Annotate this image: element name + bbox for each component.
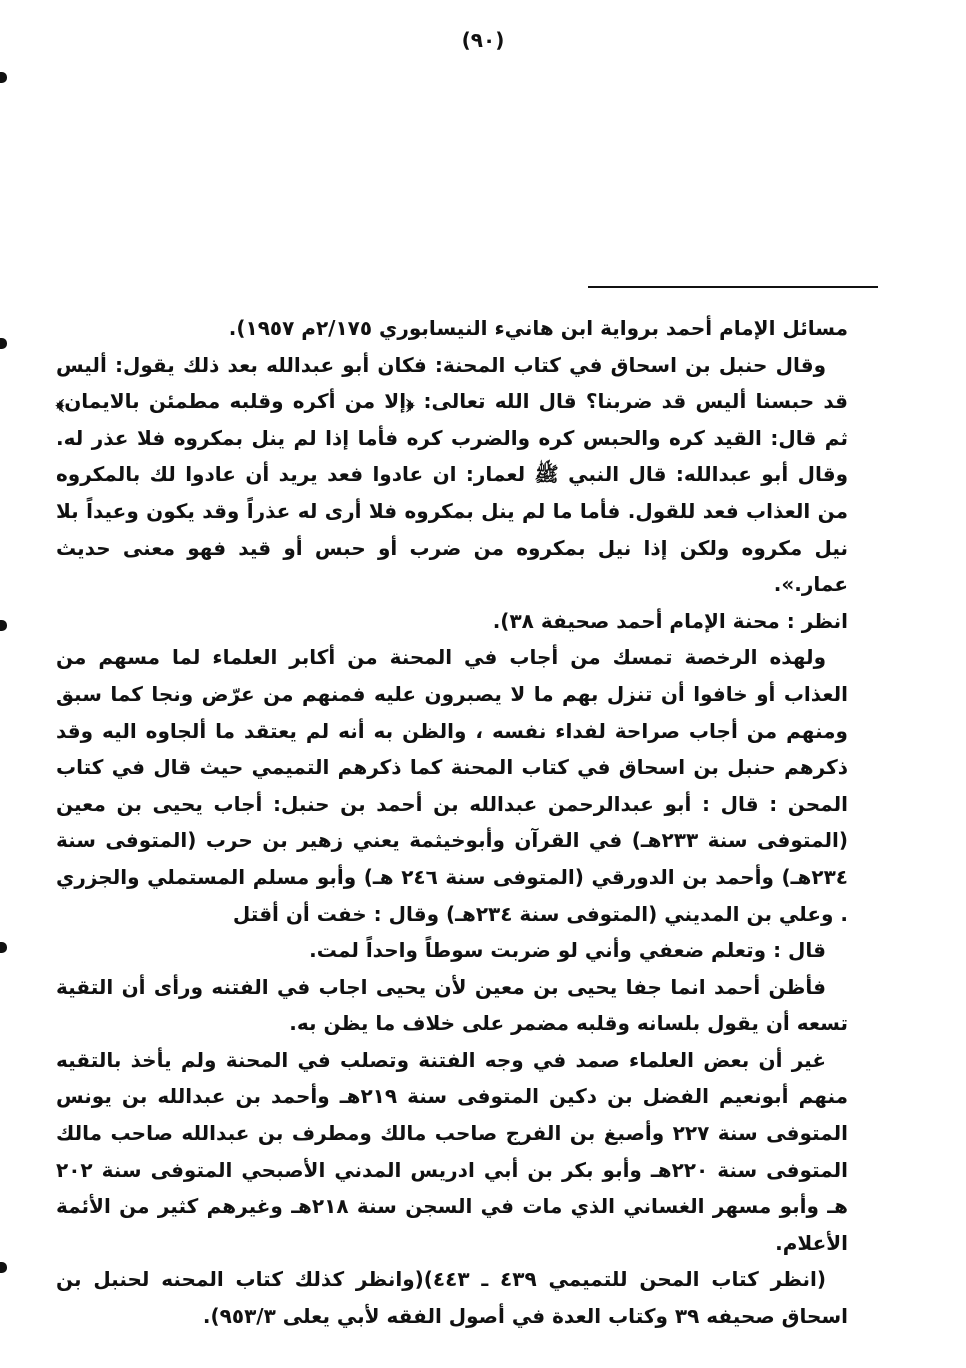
page-number: (٩٠): [461, 28, 505, 52]
paragraph: وقال حنبل بن اسحاق في كتاب المحنة: فكان أبو عبدالله بعد ذلك يقول: أليس قد حبسنا أليس قد ضربنا؟ قال الله تعالى: ﴿إلا من أكره وقلبه مطمئن بالايمان﴾ ثم قال: القيد كره والحبس كره والضرب كره فأما إذا لم ينل بمكروه فلا عذر له. وقال أبو عبدالله: قال النبي ﷺ لعمار: ان عادوا فعد يريد أن عادوا لك بالمكروه من العذاب فعد للقول. فأما ما لم ينل بمكروه فلا أرى له عذراً وقد يكون وعيداً بلا نيل مكروه ولكن إذا نيل بمكروه من ضرب أو حبس أو قيد فهو معنى حديث عمار.».: [56, 352, 848, 597]
binding-hole-mark: [0, 338, 7, 349]
paragraph: غير أن بعض العلماء صمد في وجه الفتنة وتصلب في المحنة ولم يأخذ بالتقيه منهم أبونعيم الفضل بن دكين المتوفى سنة ٢١٩هـ وأحمد بن عبدالله بن يونس المتوفى سنة ٢٢٧ وأصبغ بن الفرج صاحب مالك ومطرف بن عبدالله صاحب مالك المتوفى سنة ٢٢٠هـ وأبو بكر بن أبي ادريس المدني الأصبحي المتوفى سنة ٢٠٢ هـ وأبو مسهر الغساني الذي مات في السجن سنة ٢١٨هـ وغيرهم كثير من الأئمة الأعلام.: [56, 1047, 848, 1255]
binding-hole-mark: [0, 620, 7, 631]
paragraph: انظر : محنة الإمام أحمد صحيفة ٣٨).: [492, 608, 848, 633]
paragraph: (انظر كتاب المحن للتميمي ٤٣٩ ـ ٤٤٣)(وانظر كذلك كتاب المحنه لحنبل بن اسحاق صحيفه ٣٩ وكتاب العدة في أصول الفقه لأبي يعلى ٩٥٣/٣).: [56, 1267, 848, 1329]
paragraph: ولهذه الرخصة تمسك من أجاب في المحنة من أكابر العلماء لما مسهم من العذاب أو خافوا أن تنزل بهم ما لا يصبرون عليه فمنهم من عرّض ونجا كما سبق ومنهم من أجاب صراحة لفداء نفسه ، والظن به أنه لم يعتقد ما ألجاوه اليه وقد ذكرهم حنبل بن اسحاق في كتاب المحنة كما ذكرهم التميمي حيث قال في كتاب المحن : قال : أبو عبدالرحمن عبدالله بن أحمد بن حنبل: أجاب يحيى بن معين (المتوفى سنة ٢٣٣هـ) في القرآن وأبوخيثمة يعني زهير بن حرب (المتوفى سنة ٢٣٤هـ) وأحمد بن الدورقي (المتوفى سنة ٢٤٦ هـ) وأبو مسلم المستملي والجزري . وعلي بن المديني (المتوفى سنة ٢٣٤هـ) وقال : خفت أن أقتل: [56, 645, 848, 926]
binding-hole-mark: [0, 942, 7, 953]
paragraph: مسائل الإمام أحمد برواية ابن هانيء النيسابوري ٢/١٧٥م ١٩٥٧).: [228, 316, 848, 340]
binding-hole-mark: [0, 72, 7, 83]
footnote-body: [56, 310, 848, 1335]
paragraph: قال : وتعلم ضعفي وأني لو ضربت سوطاً واحداً لمت.: [309, 938, 826, 963]
footnote-separator: [588, 286, 878, 288]
paragraph: فأظن أحمد انما جفا يحيى بن معين لأن يحيى اجاب في الفتنه ورأى أن التقية تسعه أن يقول بلسانه وقلبه مضمر على خلاف ما يظن به.: [56, 974, 848, 1036]
binding-hole-mark: [0, 1262, 7, 1273]
